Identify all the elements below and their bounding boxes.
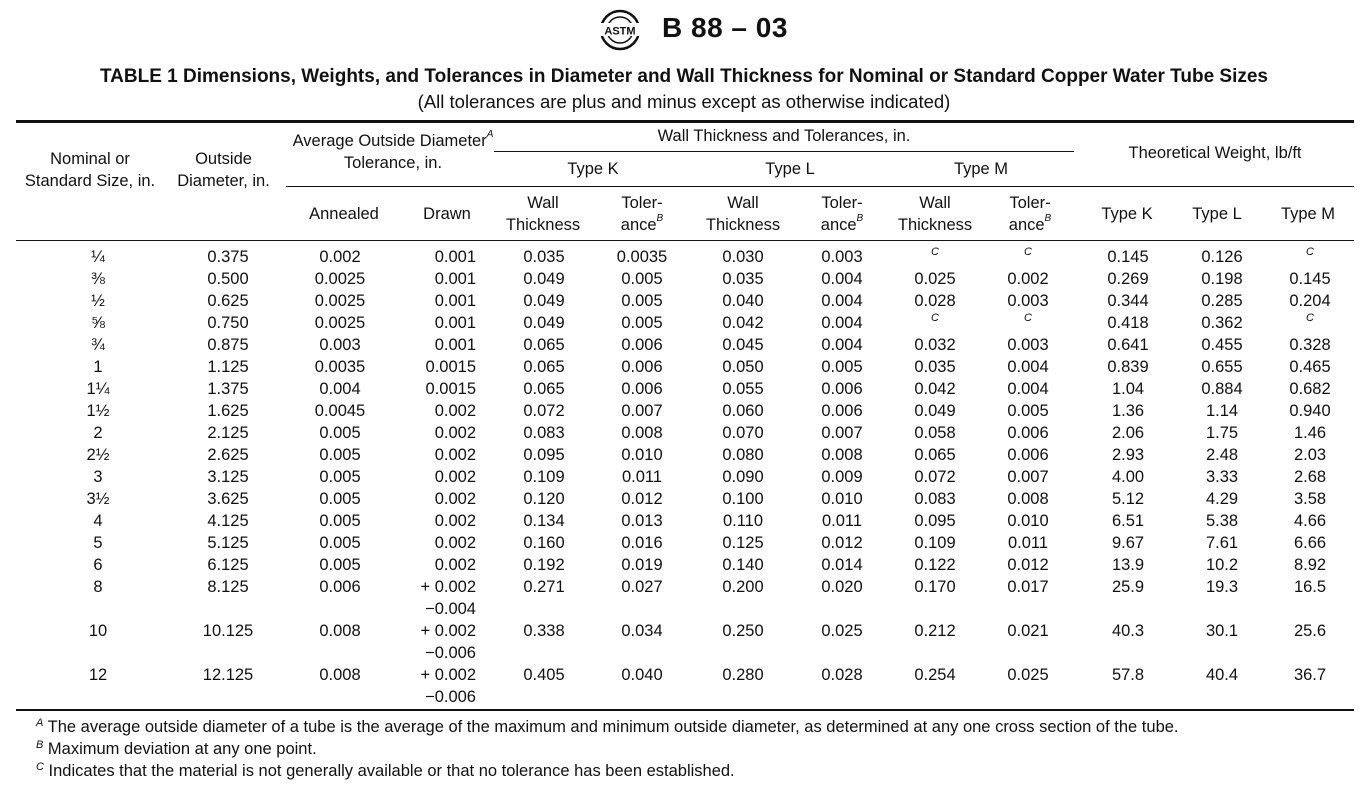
- table-cell-weight-l: 3.33: [1205, 468, 1239, 486]
- table-cell-outside-diameter: 6.125: [207, 556, 249, 574]
- table-cell-size: ¾: [91, 336, 105, 354]
- header-outside-diameter: Outside Diameter, in.: [177, 150, 270, 190]
- footnote-mark: B: [36, 739, 44, 751]
- table-cell-weight-k: 0.269: [1107, 270, 1149, 288]
- table-cell-m-tolerance: 0.017: [1007, 578, 1049, 596]
- table-cell-k-wall: 0.338: [523, 622, 565, 640]
- table-cell-weight-k: 0.839: [1107, 358, 1149, 376]
- table-cell-weight-m: 8.92: [1293, 556, 1327, 574]
- header-weight-l: Type L: [1192, 205, 1242, 223]
- table-cell-k-wall: 0.083: [523, 424, 565, 442]
- header-type-k: Type K: [567, 160, 619, 178]
- table-cell-l-wall: 0.030: [722, 248, 764, 266]
- document-header: [0, 4, 1368, 52]
- footnote-mark-b-m: B: [1044, 213, 1052, 224]
- header-l-wall: Wall Thickness: [705, 194, 781, 234]
- table-cell-outside-diameter: 0.625: [207, 292, 249, 310]
- table-cell-weight-m: 25.6: [1293, 622, 1327, 640]
- table-cell-m-tolerance: C: [1024, 312, 1032, 324]
- table-cell-annealed: 0.002: [319, 248, 361, 266]
- table-cell-weight-l: 19.3: [1205, 578, 1239, 596]
- table-cell-l-wall: 0.040: [722, 292, 764, 310]
- table-cell-l-tolerance: 0.008: [821, 446, 863, 464]
- table-cell-annealed: 0.0025: [314, 292, 366, 310]
- header-k-tolerance: [606, 192, 678, 236]
- table-cell-weight-m: C: [1306, 312, 1314, 324]
- table-cell-k-wall: 0.049: [523, 314, 565, 332]
- table-cell-m-wall: 0.095: [914, 512, 956, 530]
- header-l-tolerance: [806, 192, 878, 236]
- table-cell-drawn: 0.002: [434, 556, 476, 574]
- footnote-mark: A: [36, 717, 44, 729]
- header-avg-od-tail: Tolerance, in.: [343, 154, 443, 172]
- table-cell-m-wall: 0.049: [914, 402, 956, 420]
- table-cell-weight-m: 4.66: [1293, 512, 1327, 530]
- table-cell-annealed: 0.0025: [314, 314, 366, 332]
- table-cell-weight-k: 40.3: [1111, 622, 1145, 640]
- table-cell-outside-diameter: 3.625: [207, 490, 249, 508]
- table-cell-annealed: 0.0025: [314, 270, 366, 288]
- table-cell-drawn: 0.0015: [425, 358, 476, 376]
- table-cell-m-wall: 0.028: [914, 292, 956, 310]
- table-cell-weight-m: 2.68: [1293, 468, 1327, 486]
- table-cell-m-tolerance: C: [1024, 246, 1032, 258]
- wall-group-rule: [494, 151, 1074, 152]
- table-cell-m-wall: 0.058: [914, 424, 956, 442]
- table-cell-k-wall: 0.065: [523, 380, 565, 398]
- table-cell-outside-diameter: 2.625: [207, 446, 249, 464]
- table-cell-weight-k: 1.04: [1111, 380, 1145, 398]
- header-annealed: Annealed: [309, 205, 379, 223]
- header-wall-group: Wall Thickness and Tolerances, in.: [657, 127, 911, 145]
- table-cell-outside-diameter: 1.375: [207, 380, 249, 398]
- table-cell-annealed: 0.004: [319, 380, 361, 398]
- table-cell-size: 3: [93, 468, 103, 486]
- table-cell-outside-diameter: 8.125: [207, 578, 249, 596]
- table-cell-weight-k: 25.9: [1111, 578, 1145, 596]
- subheader-rule: [286, 186, 1354, 187]
- table-cell-l-tolerance: 0.009: [821, 468, 863, 486]
- header-avg-od-label: Average Outside Diameter: [292, 132, 487, 150]
- table-cell-outside-diameter: 0.375: [207, 248, 249, 266]
- table-cell-m-tolerance: 0.006: [1007, 446, 1049, 464]
- table-cell-k-tolerance: 0.006: [621, 336, 663, 354]
- table-cell-l-wall: 0.042: [722, 314, 764, 332]
- table-cell-size: 1: [93, 358, 103, 376]
- table-cell-weight-k: 2.06: [1111, 424, 1145, 442]
- table-cell-weight-l: 2.48: [1205, 446, 1239, 464]
- table-cell-drawn: + 0.002: [420, 578, 476, 596]
- footnote-c: [36, 762, 735, 781]
- table-cell-outside-diameter: 2.125: [207, 424, 249, 442]
- footnote-text: The average outside diameter of a tube is the average of the maximum and minimum outside diameter, as determined at any one cross section of the tube.: [43, 718, 1179, 736]
- table-cell-outside-diameter: 1.125: [207, 358, 249, 376]
- table-cell-m-wall: 0.083: [914, 490, 956, 508]
- table-cell-annealed: 0.0035: [314, 358, 366, 376]
- table-cell-k-wall: 0.095: [523, 446, 565, 464]
- table-cell-k-wall: 0.049: [523, 292, 565, 310]
- header-weight-group: Theoretical Weight, lb/ft: [1128, 144, 1302, 162]
- l-tol-label: Toler- ance: [820, 194, 863, 234]
- table-cell-weight-l: 7.61: [1205, 534, 1239, 552]
- table-cell-weight-l: 0.285: [1201, 292, 1243, 310]
- table-cell-k-wall: 0.134: [523, 512, 565, 530]
- m-tol-label: Toler- ance: [1008, 194, 1051, 234]
- table-cell-weight-k: 0.418: [1107, 314, 1149, 332]
- table-cell-outside-diameter: 10.125: [202, 622, 254, 640]
- table-cell-l-tolerance: 0.010: [821, 490, 863, 508]
- table-cell-drawn: 0.002: [434, 534, 476, 552]
- table-cell-m-tolerance: 0.003: [1007, 292, 1049, 310]
- table-cell-l-wall: 0.080: [722, 446, 764, 464]
- table-cell-m-tolerance: 0.004: [1007, 358, 1049, 376]
- table-cell-m-tolerance: 0.005: [1007, 402, 1049, 420]
- table-cell-weight-m: 0.682: [1289, 380, 1331, 398]
- table-cell-weight-m: 0.465: [1289, 358, 1331, 376]
- table-cell-weight-k: 0.145: [1107, 248, 1149, 266]
- table-cell-l-wall: 0.125: [722, 534, 764, 552]
- table-cell-k-tolerance: 0.0035: [616, 248, 668, 266]
- table-cell-k-tolerance: 0.012: [621, 490, 663, 508]
- table-cell-l-wall: 0.045: [722, 336, 764, 354]
- table-cell-l-wall: 0.035: [722, 270, 764, 288]
- table-cell-k-tolerance: 0.027: [621, 578, 663, 596]
- table-cell-weight-l: 5.38: [1205, 512, 1239, 530]
- table-cell-m-tolerance: 0.021: [1007, 622, 1049, 640]
- table-cell-l-tolerance: 0.011: [821, 512, 863, 530]
- table-cell-weight-l: 30.1: [1205, 622, 1239, 640]
- header-weight-k: Type K: [1101, 205, 1153, 223]
- table-cell-annealed: 0.005: [319, 468, 361, 486]
- header-avg-od-tolerance: [288, 130, 498, 174]
- table-cell-outside-diameter: 12.125: [202, 666, 254, 684]
- table-cell-weight-m: C: [1306, 246, 1314, 258]
- table-cell-m-tolerance: 0.006: [1007, 424, 1049, 442]
- table-cell-annealed: 0.0045: [314, 402, 366, 420]
- table-cell-l-tolerance: 0.004: [821, 292, 863, 310]
- table-cell-k-tolerance: 0.005: [621, 314, 663, 332]
- table-cell-weight-m: 0.940: [1289, 402, 1331, 420]
- table-cell-m-wall: 0.122: [914, 556, 956, 574]
- table-cell-weight-l: 10.2: [1205, 556, 1239, 574]
- table-cell-l-wall: 0.070: [722, 424, 764, 442]
- table-cell-annealed: 0.005: [319, 556, 361, 574]
- table-cell-l-tolerance: 0.012: [821, 534, 863, 552]
- table-cell-l-tolerance: 0.005: [821, 358, 863, 376]
- header-type-l: Type L: [765, 160, 815, 178]
- table-cell-annealed: 0.005: [319, 424, 361, 442]
- table-cell-weight-k: 0.344: [1107, 292, 1149, 310]
- table-cell-weight-k: 9.67: [1111, 534, 1145, 552]
- table-cell-k-wall: 0.405: [523, 666, 565, 684]
- table-cell-k-tolerance: 0.005: [621, 292, 663, 310]
- table-cell-weight-m: 0.204: [1289, 292, 1331, 310]
- header-m-tolerance: [994, 192, 1066, 236]
- table-cell-drawn: −0.006: [425, 688, 476, 706]
- table-cell-m-wall: 0.109: [914, 534, 956, 552]
- table-cell-outside-diameter: 5.125: [207, 534, 249, 552]
- table-cell-outside-diameter: 0.875: [207, 336, 249, 354]
- table-cell-weight-l: 0.884: [1201, 380, 1243, 398]
- table-cell-annealed: 0.005: [319, 446, 361, 464]
- table-cell-annealed: 0.008: [319, 622, 361, 640]
- table-cell-outside-diameter: 1.625: [207, 402, 249, 420]
- table-cell-annealed: 0.008: [319, 666, 361, 684]
- header-k-wall: Wall Thickness: [505, 194, 581, 234]
- table-cell-drawn: 0.001: [434, 336, 476, 354]
- footnote-mark: C: [36, 761, 44, 773]
- header-weight-m: Type M: [1280, 205, 1336, 223]
- table-cell-weight-k: 1.36: [1111, 402, 1145, 420]
- table-cell-annealed: 0.005: [319, 534, 361, 552]
- table-cell-m-tolerance: 0.008: [1007, 490, 1049, 508]
- table-cell-l-wall: 0.280: [722, 666, 764, 684]
- footnote-mark-a: A: [486, 129, 494, 140]
- table-cell-size: 5: [93, 534, 103, 552]
- table-cell-l-tolerance: 0.028: [821, 666, 863, 684]
- table-cell-drawn: −0.004: [425, 600, 476, 618]
- footnote-mark-b-l: B: [856, 213, 864, 224]
- top-rule: [16, 120, 1354, 123]
- table-cell-m-wall: C: [931, 246, 939, 258]
- table-cell-weight-m: 6.66: [1293, 534, 1327, 552]
- table-cell-m-tolerance: 0.025: [1007, 666, 1049, 684]
- table-cell-m-tolerance: 0.004: [1007, 380, 1049, 398]
- table-cell-l-wall: 0.110: [722, 512, 764, 530]
- table-cell-size: 8: [93, 578, 103, 596]
- table-cell-k-tolerance: 0.040: [621, 666, 663, 684]
- table-cell-weight-k: 0.641: [1107, 336, 1149, 354]
- table-cell-k-tolerance: 0.010: [621, 446, 663, 464]
- table-cell-size: 2½: [86, 446, 110, 464]
- footnote-a: [36, 718, 1179, 737]
- astm-logo-icon: [592, 8, 648, 52]
- table-cell-m-wall: 0.032: [914, 336, 956, 354]
- bottom-rule: [16, 709, 1354, 711]
- table-cell-k-wall: 0.109: [523, 468, 565, 486]
- table-cell-m-wall: 0.035: [914, 358, 956, 376]
- header-bottom-rule: [16, 240, 1354, 241]
- table-cell-k-wall: 0.120: [523, 490, 565, 508]
- table-cell-k-wall: 0.271: [523, 578, 565, 596]
- table-cell-k-tolerance: 0.006: [621, 380, 663, 398]
- table-cell-drawn: −0.006: [425, 644, 476, 662]
- table-cell-m-wall: 0.212: [914, 622, 956, 640]
- table-cell-weight-k: 2.93: [1111, 446, 1145, 464]
- table-cell-weight-m: 2.03: [1293, 446, 1327, 464]
- table-cell-drawn: + 0.002: [420, 666, 476, 684]
- table-cell-size: ⅝: [91, 314, 105, 332]
- table-cell-weight-m: 1.46: [1293, 424, 1327, 442]
- table-cell-weight-l: 4.29: [1205, 490, 1239, 508]
- table-subtitle: (All tolerances are plus and minus except as otherwise indicated): [417, 91, 951, 112]
- table-cell-drawn: 0.002: [434, 424, 476, 442]
- table-cell-outside-diameter: 4.125: [207, 512, 249, 530]
- table-cell-drawn: 0.002: [434, 490, 476, 508]
- table-cell-drawn: 0.002: [434, 468, 476, 486]
- table-cell-drawn: 0.001: [434, 314, 476, 332]
- table-cell-weight-m: 3.58: [1293, 490, 1327, 508]
- table-cell-l-wall: 0.055: [722, 380, 764, 398]
- table-cell-k-wall: 0.049: [523, 270, 565, 288]
- table-cell-l-tolerance: 0.025: [821, 622, 863, 640]
- table-title: TABLE 1 Dimensions, Weights, and Tolerances in Diameter and Wall Thickness for Nominal or Standard Copper Water Tube Sizes: [99, 66, 1269, 87]
- table-cell-m-wall: 0.254: [914, 666, 956, 684]
- table-cell-l-wall: 0.060: [722, 402, 764, 420]
- table-cell-outside-diameter: 3.125: [207, 468, 249, 486]
- table-cell-size: 6: [93, 556, 103, 574]
- footnote-text: Indicates that the material is not generally available or that no tolerance has been established.: [43, 762, 735, 780]
- footnote-b: [36, 740, 317, 759]
- table-cell-m-tolerance: 0.012: [1007, 556, 1049, 574]
- table-cell-size: 2: [93, 424, 103, 442]
- table-cell-m-tolerance: 0.007: [1007, 468, 1049, 486]
- table-cell-m-tolerance: 0.011: [1007, 534, 1049, 552]
- table-cell-l-tolerance: 0.004: [821, 336, 863, 354]
- table-cell-weight-m: 36.7: [1293, 666, 1327, 684]
- table-cell-m-wall: 0.025: [914, 270, 956, 288]
- table-cell-drawn: 0.002: [434, 402, 476, 420]
- table-cell-k-tolerance: 0.005: [621, 270, 663, 288]
- table-cell-size: 1¼: [86, 380, 110, 398]
- table-cell-k-tolerance: 0.019: [621, 556, 663, 574]
- document-id: B 88 – 03: [662, 12, 788, 43]
- table-cell-m-wall: 0.065: [914, 446, 956, 464]
- table-cell-k-tolerance: 0.013: [621, 512, 663, 530]
- k-tol-label: Toler- ance: [620, 194, 663, 234]
- footnote-mark-b-k: B: [656, 213, 664, 224]
- table-cell-weight-m: 16.5: [1293, 578, 1327, 596]
- table-cell-weight-k: 6.51: [1111, 512, 1145, 530]
- table-cell-k-tolerance: 0.034: [621, 622, 663, 640]
- footnote-text: Maximum deviation at any one point.: [43, 740, 317, 758]
- table-cell-drawn: 0.0015: [425, 380, 476, 398]
- table-cell-drawn: 0.001: [434, 270, 476, 288]
- table-cell-m-wall: 0.042: [914, 380, 956, 398]
- table-cell-l-wall: 0.100: [722, 490, 764, 508]
- table-cell-outside-diameter: 0.500: [207, 270, 249, 288]
- table-cell-k-tolerance: 0.006: [621, 358, 663, 376]
- logo-text: ASTM: [604, 25, 636, 38]
- table-cell-weight-l: 1.14: [1205, 402, 1239, 420]
- table-cell-weight-m: 0.145: [1289, 270, 1331, 288]
- table-cell-k-tolerance: 0.007: [621, 402, 663, 420]
- table-cell-size: 1½: [86, 402, 110, 420]
- table-cell-l-tolerance: 0.006: [821, 380, 863, 398]
- table-cell-k-wall: 0.065: [523, 336, 565, 354]
- table-cell-k-tolerance: 0.016: [621, 534, 663, 552]
- table-cell-weight-l: 0.455: [1201, 336, 1243, 354]
- table-cell-l-tolerance: 0.004: [821, 314, 863, 332]
- header-nominal-size: Nominal or Standard Size, in.: [24, 150, 156, 190]
- table-cell-m-tolerance: 0.003: [1007, 336, 1049, 354]
- table-cell-annealed: 0.005: [319, 512, 361, 530]
- table-cell-l-tolerance: 0.007: [821, 424, 863, 442]
- table-cell-drawn: 0.001: [434, 292, 476, 310]
- table-cell-weight-k: 13.9: [1111, 556, 1145, 574]
- table-cell-m-wall: C: [931, 312, 939, 324]
- table-cell-weight-l: 0.198: [1201, 270, 1243, 288]
- table-cell-annealed: 0.006: [319, 578, 361, 596]
- table-cell-l-tolerance: 0.003: [821, 248, 863, 266]
- table-cell-m-tolerance: 0.002: [1007, 270, 1049, 288]
- table-cell-l-tolerance: 0.006: [821, 402, 863, 420]
- table-cell-weight-k: 57.8: [1111, 666, 1145, 684]
- table-cell-k-wall: 0.035: [523, 248, 565, 266]
- table-cell-k-wall: 0.072: [523, 402, 565, 420]
- table-cell-annealed: 0.005: [319, 490, 361, 508]
- table-cell-l-wall: 0.050: [722, 358, 764, 376]
- table-cell-size: 12: [88, 666, 108, 684]
- table-cell-k-tolerance: 0.011: [621, 468, 663, 486]
- table-cell-drawn: 0.001: [434, 248, 476, 266]
- table-cell-m-tolerance: 0.010: [1007, 512, 1049, 530]
- table-cell-k-wall: 0.192: [523, 556, 565, 574]
- table-cell-weight-l: 0.655: [1201, 358, 1243, 376]
- table-cell-l-wall: 0.250: [722, 622, 764, 640]
- table-cell-l-tolerance: 0.004: [821, 270, 863, 288]
- table-cell-k-tolerance: 0.008: [621, 424, 663, 442]
- table-cell-size: 10: [88, 622, 108, 640]
- table-cell-k-wall: 0.160: [523, 534, 565, 552]
- table-cell-size: ¼: [91, 248, 105, 266]
- table-cell-weight-l: 0.126: [1201, 248, 1243, 266]
- table-cell-weight-l: 40.4: [1205, 666, 1239, 684]
- table-cell-outside-diameter: 0.750: [207, 314, 249, 332]
- table-cell-weight-l: 1.75: [1205, 424, 1239, 442]
- table-cell-m-wall: 0.072: [914, 468, 956, 486]
- table-cell-size: ⅜: [91, 270, 105, 288]
- table-cell-drawn: 0.002: [434, 446, 476, 464]
- table-cell-l-wall: 0.200: [722, 578, 764, 596]
- header-m-wall: Wall Thickness: [897, 194, 973, 234]
- table-cell-drawn: 0.002: [434, 512, 476, 530]
- table-cell-size: ½: [91, 292, 105, 310]
- header-drawn: Drawn: [423, 205, 471, 223]
- table-cell-weight-m: 0.328: [1289, 336, 1331, 354]
- table-cell-l-tolerance: 0.014: [821, 556, 863, 574]
- table-cell-annealed: 0.003: [319, 336, 361, 354]
- table-cell-drawn: + 0.002: [420, 622, 476, 640]
- table-cell-weight-k: 5.12: [1111, 490, 1145, 508]
- table-cell-l-wall: 0.090: [722, 468, 764, 486]
- table-cell-weight-l: 0.362: [1201, 314, 1243, 332]
- header-type-m: Type M: [953, 160, 1009, 178]
- table-cell-l-wall: 0.140: [722, 556, 764, 574]
- table-cell-size: 3½: [86, 490, 110, 508]
- table-cell-size: 4: [93, 512, 103, 530]
- table-cell-l-tolerance: 0.020: [821, 578, 863, 596]
- table-cell-m-wall: 0.170: [914, 578, 956, 596]
- table-cell-weight-k: 4.00: [1111, 468, 1145, 486]
- table-cell-k-wall: 0.065: [523, 358, 565, 376]
